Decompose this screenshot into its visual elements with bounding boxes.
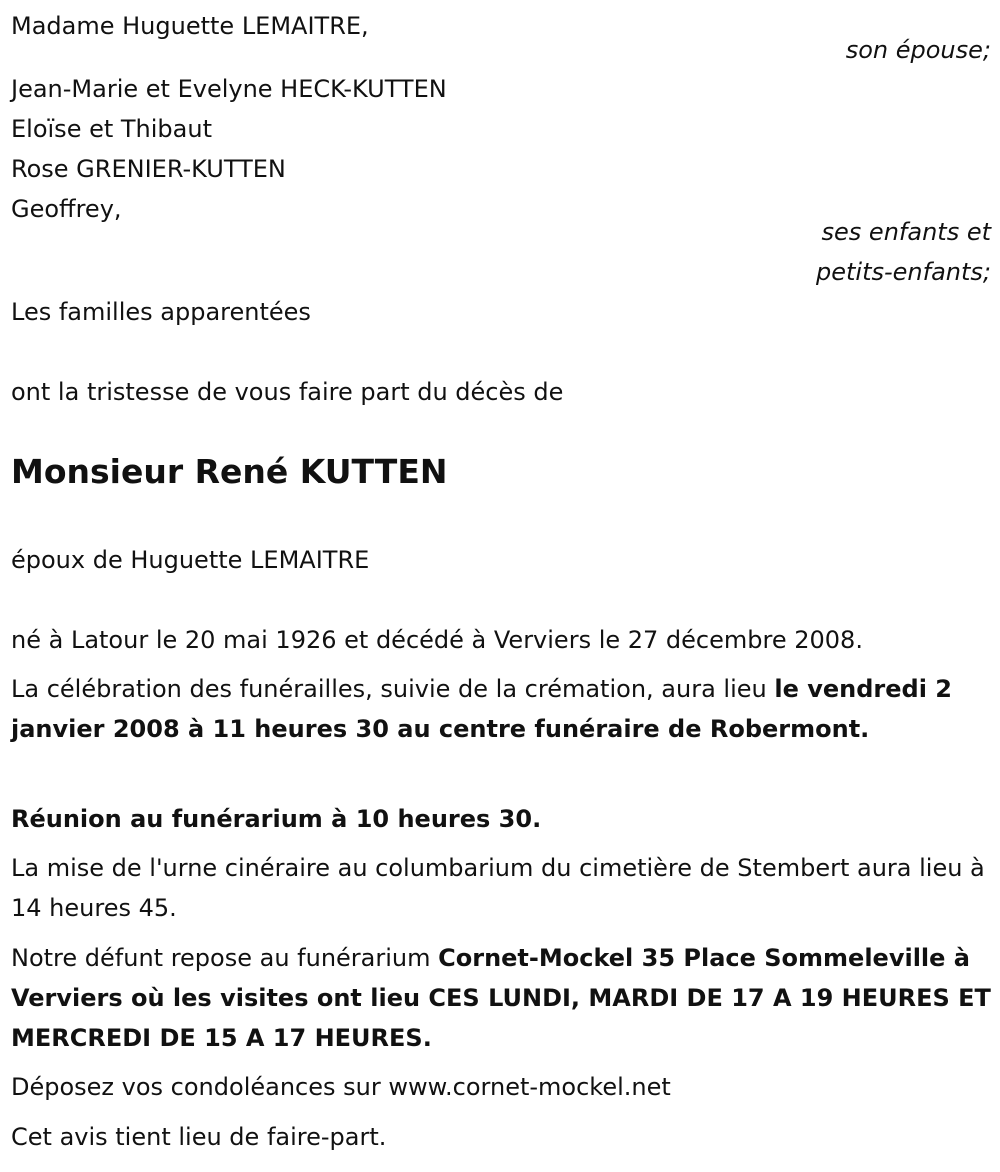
children-role-line-1: ses enfants et <box>821 218 991 246</box>
spouse-role: son épouse; <box>845 36 991 64</box>
child-line-1: Jean-Marie et Evelyne HECK-KUTTEN <box>11 75 447 103</box>
condolences: Déposez vos condoléances sur www.cornet-mockel.net <box>11 1073 671 1101</box>
relatives: Les familles apparentées <box>11 298 311 326</box>
funeral-paragraph <box>11 669 991 749</box>
rest-details: Cornet-Mockel 35 Place Sommeleville à Verviers où les visites ont lieu CES LUNDI, MARDI DE 17 A 19 HEURES ET MERCREDI DE 15 A 17 HEURES. <box>11 944 991 1052</box>
birth-death: né à Latour le 20 mai 1926 et décédé à Verviers le 27 décembre 2008. <box>11 626 863 654</box>
announcement: ont la tristesse de vous faire part du décès de <box>11 378 564 406</box>
spouse-of: époux de Huguette LEMAITRE <box>11 546 370 574</box>
rest-intro: Notre défunt repose au funérarium <box>11 944 439 972</box>
obituary-notice <box>11 0 991 1172</box>
notice: Cet avis tient lieu de faire-part. <box>11 1123 387 1151</box>
spouse-name: Madame Huguette LEMAITRE, <box>11 12 369 40</box>
funeral-intro: La célébration des funérailles, suivie de la crémation, aura lieu <box>11 675 775 703</box>
funeral-details: le vendredi 2 janvier 2008 à 11 heures 30 au centre funéraire de Robermont. <box>11 675 952 743</box>
urn-info: La mise de l'urne cinéraire au columbarium du cimetière de Stembert aura lieu à 14 heures 45. <box>11 854 985 922</box>
rest-paragraph <box>11 938 991 1058</box>
deceased-name: Monsieur René KUTTEN <box>11 452 448 491</box>
child-line-4: Geoffrey, <box>11 195 122 223</box>
child-line-2: Eloïse et Thibaut <box>11 115 212 143</box>
children-role-line-2: petits-enfants; <box>816 258 991 286</box>
child-line-3: Rose GRENIER-KUTTEN <box>11 155 286 183</box>
meeting-info: Réunion au funérarium à 10 heures 30. <box>11 805 542 833</box>
